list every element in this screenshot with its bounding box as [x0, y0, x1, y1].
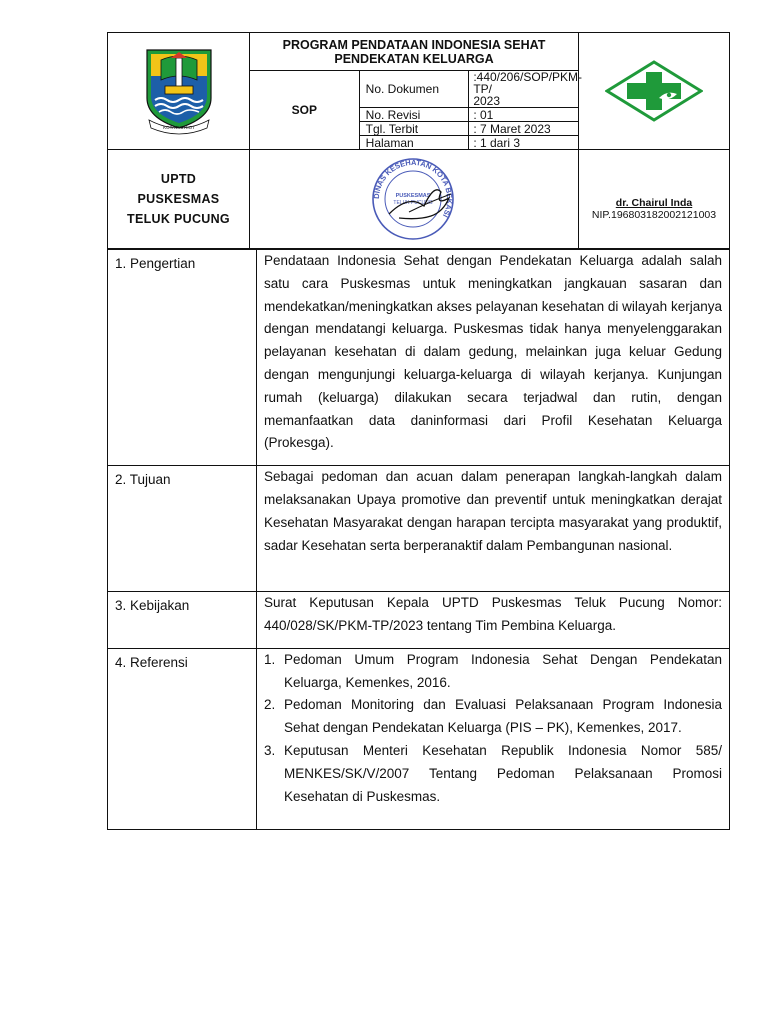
section-label: 2. Tujuan: [108, 466, 257, 592]
sop-document: [107, 32, 730, 830]
section-text: Pendataan Indonesia Sehat dengan Pendekatan Keluarga adalah salah satu cara Puskesmas untuk meningkatkan jangkauan sasaran dan mendekatkan/meningkatkan akses pelayanan kesehatan di wilayah kerjanya dengan mendatangi keluarga. Puskesmas tidak hanya menyelenggarakan pelayanan kesehatan di dalam gedung, melainkan juga keluar Gedung dengan mengunjungi keluarga-keluarga di wilayah kerjanya. Kunjungan rumah (keluarga) dilakukan secara terjadwal dan rutin, dengan memanfaatkan data daninformasi dari Profil Kesehatan Keluarga (Prokesga).: [257, 250, 730, 466]
svg-text:DINAS KESEHATAN KOTA BEKASI: DINAS KESEHATAN KOTA BEKASI: [371, 157, 455, 219]
list-item: 3. Keputusan Menteri Kesehatan Republik Indonesia Nomor 585/ MENKES/SK/V/2007 Tentang Pedoman Pelaksanaan Promosi Kesehatan di Puskesmas.: [264, 742, 722, 804]
meta-key-dokumen: No. Dokumen: [359, 71, 469, 108]
meta-value-dokumen: :440/206/SOP/PKM-TP/ 2023: [469, 71, 579, 108]
official-stamp-icon: [339, 154, 489, 244]
section-tujuan: [108, 466, 730, 592]
signer-name: dr. Chairul Inda: [615, 197, 693, 209]
stamp-cell: [250, 150, 579, 249]
city-logo-cell: [108, 33, 250, 150]
section-text: [257, 648, 730, 829]
section-label: 3. Kebijakan: [108, 592, 257, 649]
svg-text:KOTA PATRIOT: KOTA PATRIOT: [162, 125, 195, 130]
document-header: [107, 32, 730, 249]
meta-value-halaman: : 1 dari 3: [469, 136, 579, 150]
city-emblem-icon: [141, 46, 217, 136]
list-item: 1. Pedoman Umum Program Indonesia Sehat Dengan Pendekatan Keluarga, Kemenkes, 2016.: [264, 651, 722, 690]
section-text: Surat Keputusan Kepala UPTD Puskesmas Teluk Pucung Nomor: 440/028/SK/PKM-TP/2023 tentang Tim Pembina Keluarga.: [257, 592, 730, 649]
signature-block: [579, 150, 730, 249]
section-label: 4. Referensi: [108, 648, 257, 829]
section-text: Sebagai pedoman dan acuan dalam penerapan langkah-langkah dalam melaksanakan Upaya promotive dan preventif untuk meningkatkan derajat Kesehatan Masyarakat dengan harapan tercipta masyarakat yang produktif, sadar Kesehatan serta berperanaktif dalam Pembangunan nasional.: [257, 466, 730, 592]
svg-text:TELUK PUCUNG: TELUK PUCUNG: [393, 200, 433, 206]
meta-value-revisi: : 01: [469, 108, 579, 122]
organization-name: UPTD PUSKESMAS TELUK PUCUNG: [108, 150, 250, 249]
meta-key-revisi: No. Revisi: [359, 108, 469, 122]
meta-key-terbit: Tgl. Terbit: [359, 122, 469, 136]
document-body: [107, 249, 730, 830]
meta-value-terbit: : 7 Maret 2023: [469, 122, 579, 136]
section-pengertian: [108, 250, 730, 466]
document-title: PROGRAM PENDATAAN INDONESIA SEHAT PENDEKATAN KELUARGA: [250, 33, 579, 71]
puskesmas-logo-icon: [605, 60, 703, 122]
section-kebijakan: [108, 592, 730, 649]
svg-text:PUSKESMAS: PUSKESMAS: [395, 193, 431, 199]
section-referensi: [108, 648, 730, 829]
reference-list: [264, 649, 722, 809]
sop-label: SOP: [250, 71, 360, 150]
section-label: 1. Pengertian: [108, 250, 257, 466]
meta-key-halaman: Halaman: [359, 136, 469, 150]
list-item: 2. Pedoman Monitoring dan Evaluasi Pelaksanaan Program Indonesia Sehat dengan Pendekatan Keluarga (PIS – PK), Kemenkes, 2017.: [264, 697, 722, 736]
signer-nip: NIP.196803182002121003: [591, 209, 717, 221]
health-logo-cell: [579, 33, 730, 150]
